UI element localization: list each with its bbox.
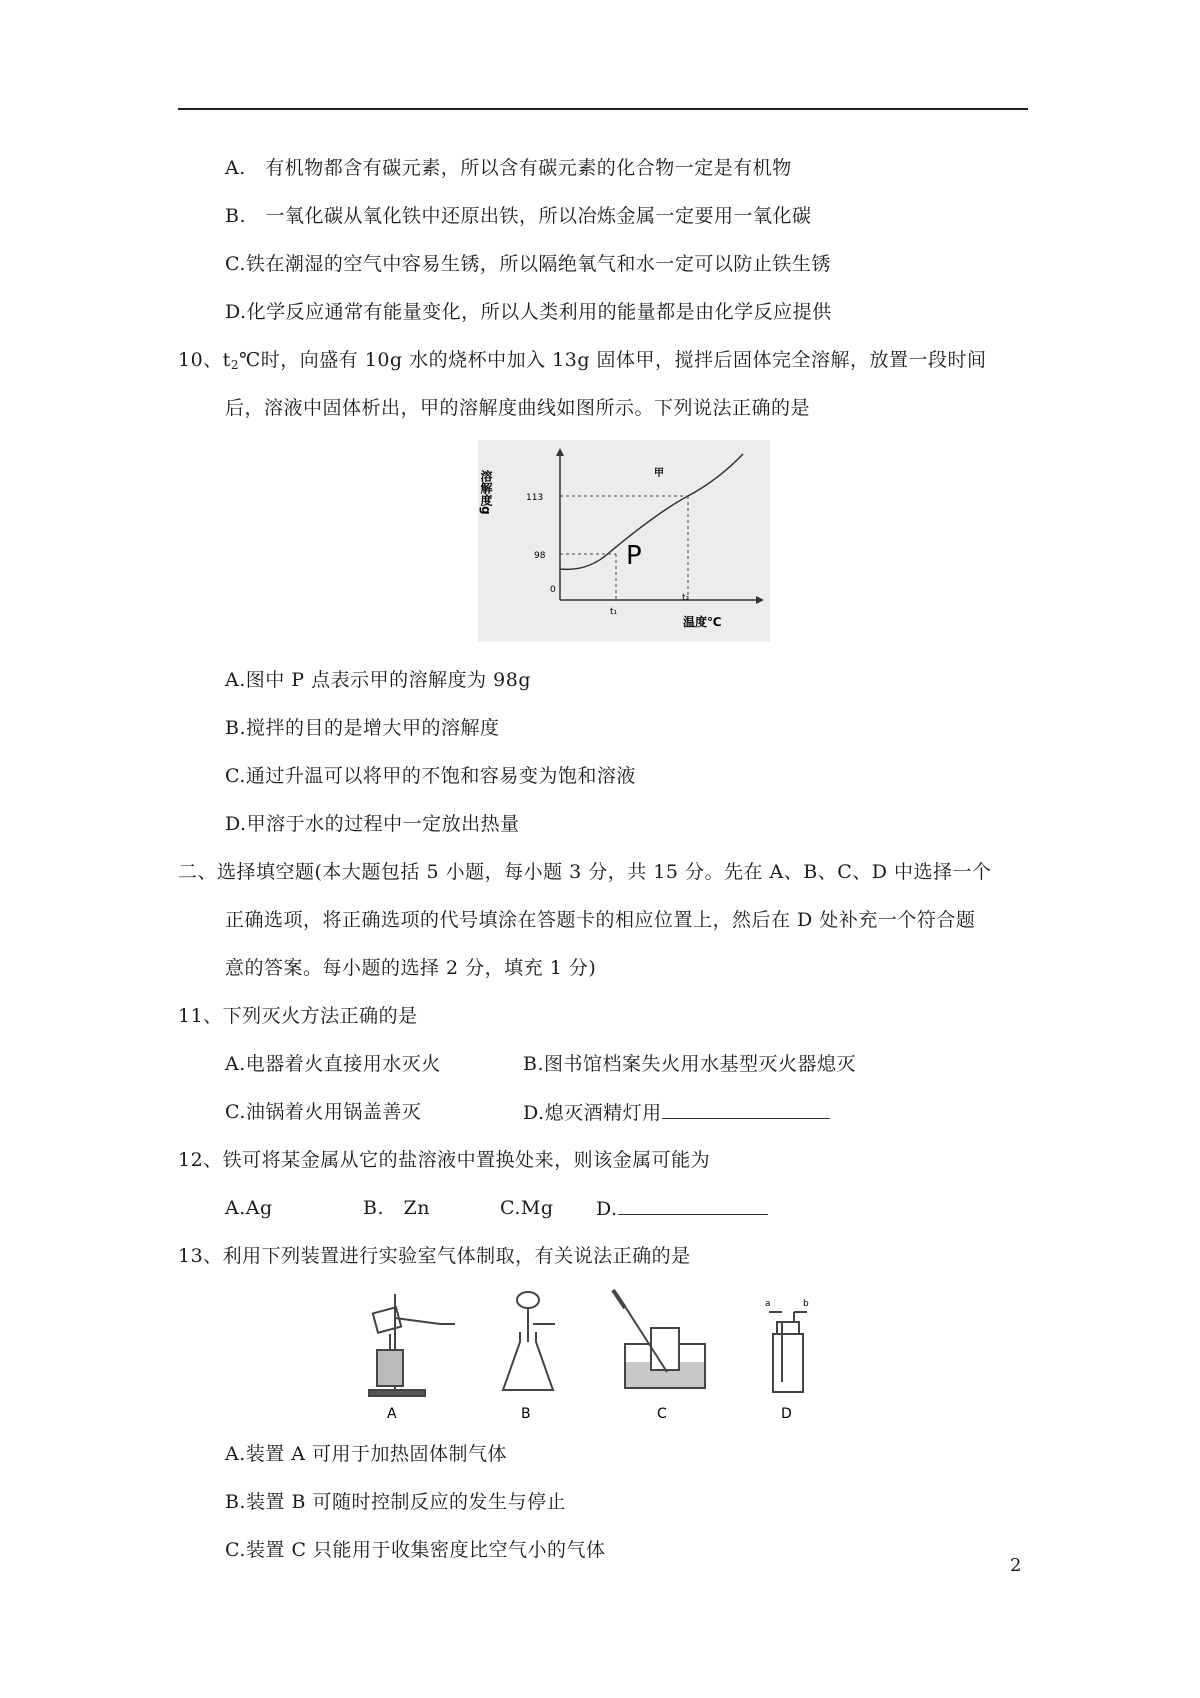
q11-answer-blank[interactable] xyxy=(662,1100,830,1119)
q13-option-a: A.装置 A 可用于加热固体制气体 xyxy=(225,1443,508,1465)
q10-prefix: 10、t xyxy=(178,349,231,371)
q11-option-b: B.图书馆档案失火用水基型灭火器熄灭 xyxy=(523,1053,857,1075)
solubility-graph xyxy=(478,440,770,642)
q11-option-a: A.电器着火直接用水灭火 xyxy=(225,1053,441,1075)
page-number: 2 xyxy=(1010,1555,1022,1576)
y-tick-113: 113 xyxy=(526,493,544,503)
label-c: C xyxy=(657,1406,667,1422)
q9-option-b: B. 一氧化碳从氧化铁中还原出铁，所以冶炼金属一定要用一氧化碳 xyxy=(225,205,812,227)
q13-option-b: B.装置 B 可随时控制反应的发生与停止 xyxy=(225,1491,567,1513)
q9-option-c: C.铁在潮湿的空气中容易生锈，所以隔绝氧气和水一定可以防止铁生锈 xyxy=(225,253,831,275)
y-axis-label: 溶解度g xyxy=(479,470,493,515)
collecting-bottle xyxy=(651,1328,679,1370)
q12-option-d xyxy=(596,1196,768,1221)
apparatus-c xyxy=(613,1290,705,1388)
q11-stem: 11、下列灭火方法正确的是 xyxy=(178,1005,418,1027)
test-tube xyxy=(373,1307,401,1333)
port-a-label: a xyxy=(765,1299,771,1309)
label-a: A xyxy=(387,1406,397,1422)
gas-bottle xyxy=(773,1334,803,1392)
bottle-stopper xyxy=(777,1322,799,1334)
section2-line3: 意的答案。每小题的选择 2 分，填充 1 分) xyxy=(225,957,597,979)
q10-option-a: A.图中 P 点表示甲的溶解度为 98g xyxy=(225,669,532,691)
apparatus-b xyxy=(503,1292,555,1390)
point-label-p: P xyxy=(626,541,642,571)
section2-line1: 二、选择填空题(本大题包括 5 小题，每小题 3 分，共 15 分。先在 A、B、C、D 中选择一个 xyxy=(178,861,992,883)
label-b: B xyxy=(521,1406,531,1422)
funnel-bulb xyxy=(517,1292,539,1308)
q13-stem: 13、利用下列装置进行实验室气体制取，有关说法正确的是 xyxy=(178,1245,691,1267)
x-axis-label: 温度℃ xyxy=(683,615,722,629)
stand-base xyxy=(369,1390,425,1396)
q12-option-d-label: D. xyxy=(596,1198,618,1220)
apparatus-a xyxy=(369,1294,455,1396)
lamp xyxy=(377,1350,403,1386)
section2-line2: 正确选项，将正确选项的代号填涂在答题卡的相应位置上，然后在 D 处补充一个符合题 xyxy=(225,909,976,931)
q11-option-d-label: D.熄灭酒精灯用 xyxy=(523,1102,662,1124)
q12-option-a: A.Ag xyxy=(225,1197,273,1219)
curve-label: 甲 xyxy=(654,468,664,479)
q12-answer-blank[interactable] xyxy=(618,1196,768,1215)
q9-option-a: A. 有机物都含有碳元素，所以含有碳元素的化合物一定是有机物 xyxy=(225,157,792,179)
q12-option-b: B. Zn xyxy=(363,1197,430,1219)
x-tick-t2: t₂ xyxy=(682,593,690,603)
q12-stem: 12、铁可将某金属从它的盐溶液中置换处来，则该金属可能为 xyxy=(178,1149,711,1171)
q13-option-c: C.装置 C 只能用于收集密度比空气小的气体 xyxy=(225,1539,606,1561)
q10-option-d: D.甲溶于水的过程中一定放出热量 xyxy=(225,813,520,835)
q11-option-c: C.油锅着火用锅盖善灭 xyxy=(225,1101,422,1123)
q10-stem-line2: 后，溶液中固体析出，甲的溶解度曲线如图所示。下列说法正确的是 xyxy=(225,397,811,419)
q10-stem xyxy=(178,348,987,377)
apparatus-d xyxy=(769,1312,807,1392)
q12-option-c: C.Mg xyxy=(500,1197,554,1219)
label-d: D xyxy=(781,1406,792,1422)
y-tick-98: 98 xyxy=(534,551,546,561)
q10-option-c: C.通过升温可以将甲的不饱和容易变为饱和溶液 xyxy=(225,765,636,787)
port-b-label: b xyxy=(803,1299,809,1309)
q11-option-d xyxy=(523,1100,830,1125)
apparatus-figure xyxy=(355,1282,895,1422)
origin-label: 0 xyxy=(550,585,556,595)
tube-end xyxy=(613,1290,625,1308)
header-rule xyxy=(178,108,1028,110)
q10-stem-rest: ℃时，向盛有 10g 水的烧杯中加入 13g 固体甲，搅拌后固体完全溶解，放置一段时间 xyxy=(238,349,987,371)
q9-option-d: D.化学反应通常有能量变化，所以人类利用的能量都是由化学反应提供 xyxy=(225,301,832,323)
x-tick-t1: t₁ xyxy=(610,607,618,617)
q10-subscript: 2 xyxy=(230,358,239,372)
q10-option-b: B.搅拌的目的是增大甲的溶解度 xyxy=(225,717,500,739)
clamp-arm xyxy=(395,1318,440,1324)
